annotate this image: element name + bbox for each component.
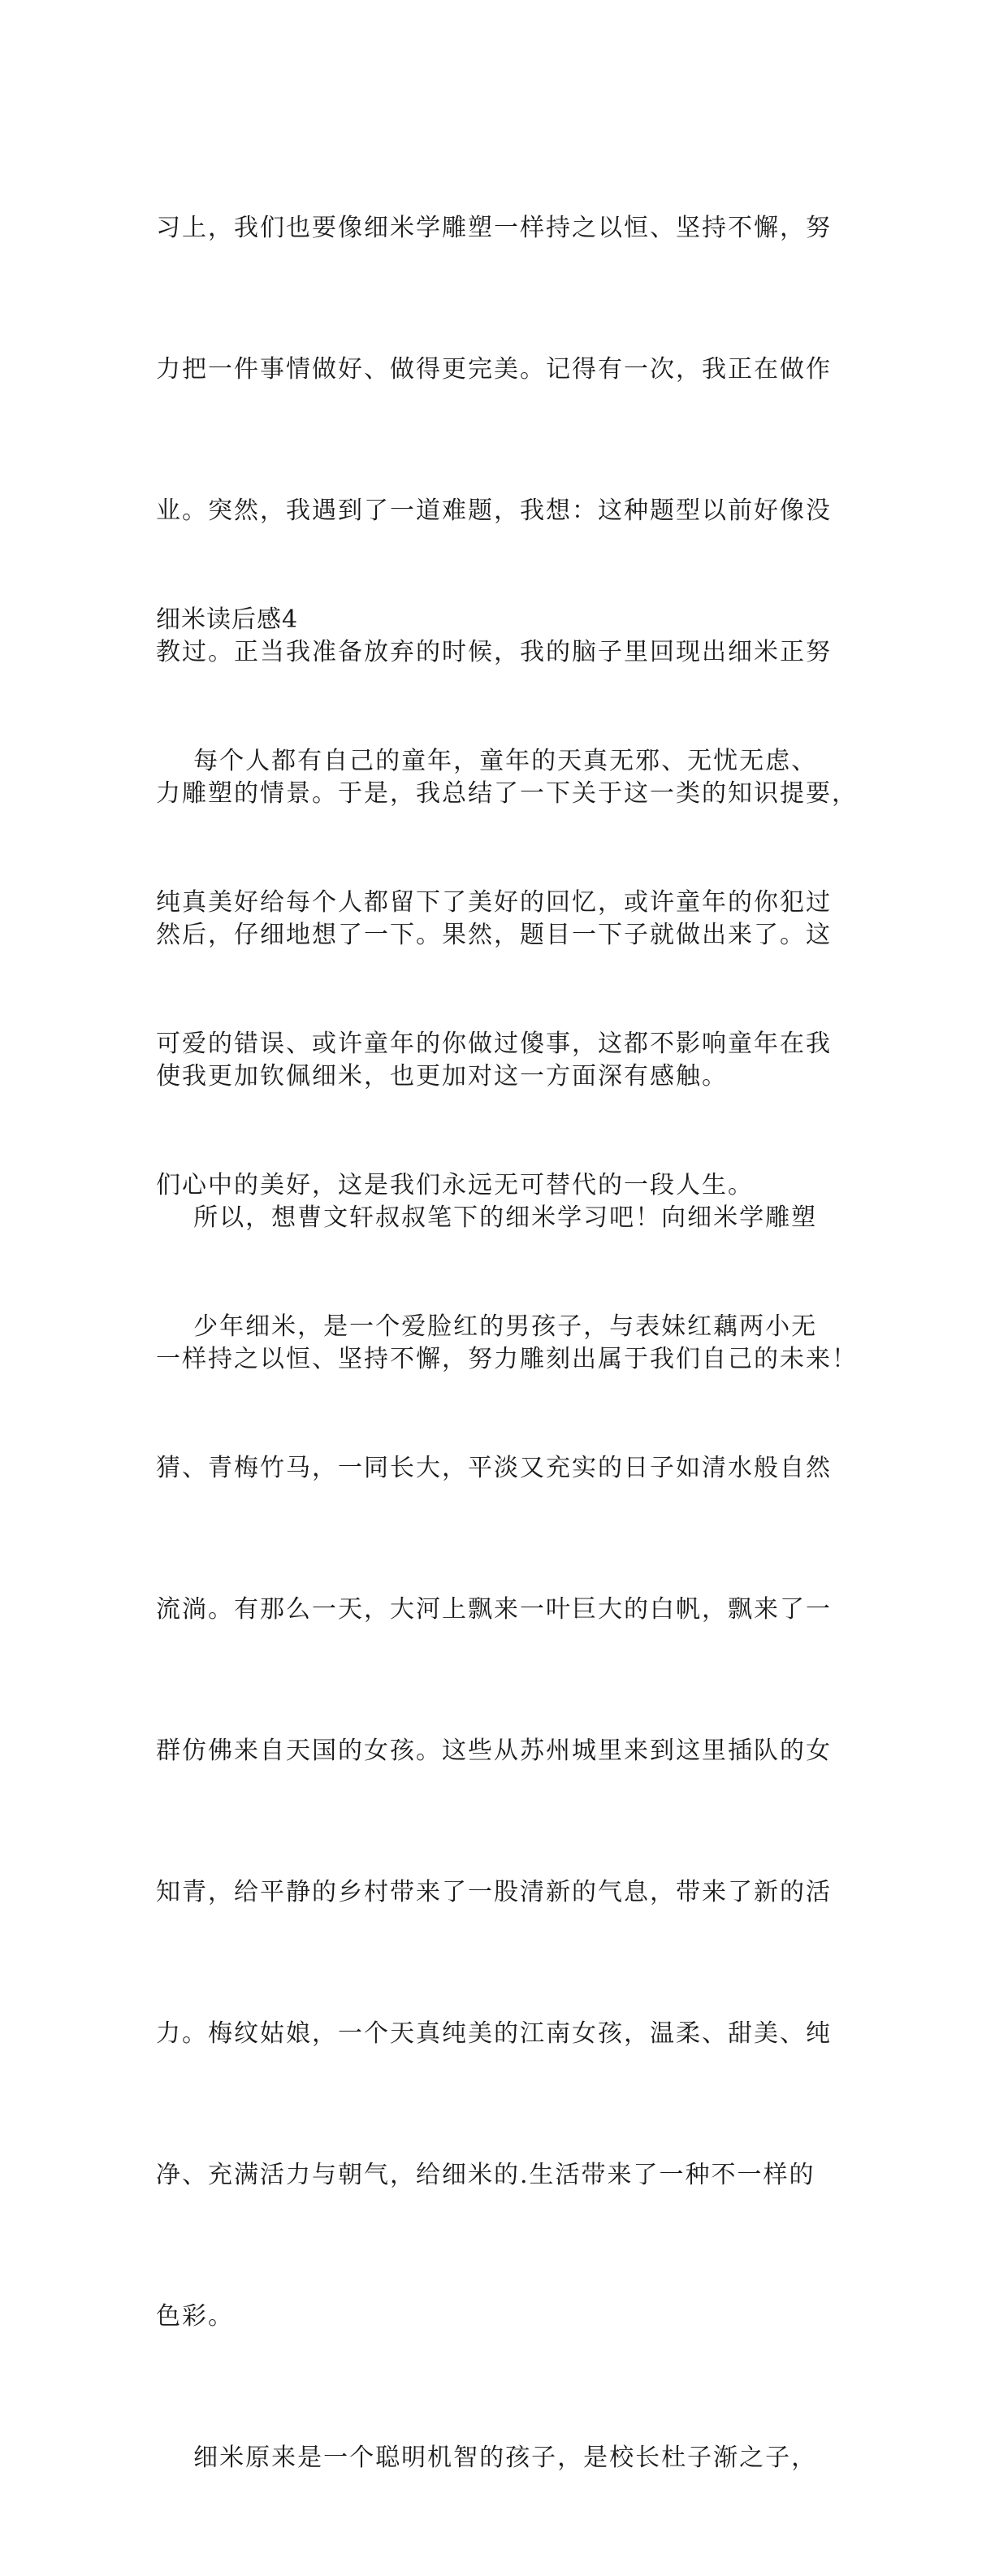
- section-heading: 细米读后感4: [156, 605, 299, 634]
- text-line: 群仿佛来自天国的女孩。这些从苏州城里来到这里插队的女: [156, 1737, 832, 1765]
- text-line: 力雕塑的情景。于是，我总结了一下关于这一类的知识提要，: [156, 779, 858, 808]
- text-line: 力把一件事情做好、做得更完美。记得有一次，我正在做作: [156, 355, 832, 384]
- text-line: 流淌。有那么一天，大河上飘来一叶巨大的白帆，飘来了一: [156, 1595, 832, 1624]
- text-line: 一样持之以恒、坚持不懈，努力雕刻出属于我们自己的未来！: [156, 1345, 858, 1373]
- text-line: 每个人都有自己的童年，童年的天真无邪、无忧无虑、: [156, 747, 818, 775]
- text-line: 细米原来是一个聪明机智的孩子，是校长杜子渐之子，: [156, 2444, 818, 2472]
- text-line: 习上，我们也要像细米学雕塑一样持之以恒、坚持不懈，努: [156, 214, 832, 242]
- text-line: 们心中的美好，这是我们永远无可替代的一段人生。: [156, 1171, 754, 1199]
- text-line: 教过。正当我准备放弃的时候，我的脑子里回现出细米正努: [156, 638, 832, 666]
- text-line: 猜、青梅竹马，一同长大，平淡又充实的日子如清水般自然: [156, 1454, 832, 1482]
- text-line: 力。梅纹姑娘，一个天真纯美的江南女孩，温柔、甜美、纯: [156, 2019, 832, 2048]
- text-line: 纯真美好给每个人都留下了美好的回忆，或许童年的你犯过: [156, 888, 832, 917]
- text-line: 净、充满活力与朝气，给细米的.生活带来了一种不一样的: [156, 2161, 815, 2189]
- text-line: 可爱的错误、或许童年的你做过傻事，这都不影响童年在我: [156, 1030, 832, 1058]
- paragraph-block-2: [156, 644, 871, 2576]
- text-line: 使我更加钦佩细米，也更加对这一方面深有感触。: [156, 1062, 728, 1091]
- text-line: 少年细米，是一个爱脸红的男孩子，与表妹红藕两小无: [156, 1312, 818, 1341]
- text-line: 色彩。: [156, 2302, 234, 2331]
- text-line: 知青，给平静的乡村带来了一股清新的气息，带来了新的活: [156, 1878, 832, 1906]
- text-line: 所以，想曹文轩叔叔笔下的细米学习吧！向细米学雕塑: [156, 1203, 818, 1232]
- text-line: 业。突然，我遇到了一道难题，我想：这种题型以前好像没: [156, 497, 832, 525]
- text-line: 然后，仔细地想了一下。果然，题目一下子就做出来了。这: [156, 921, 832, 949]
